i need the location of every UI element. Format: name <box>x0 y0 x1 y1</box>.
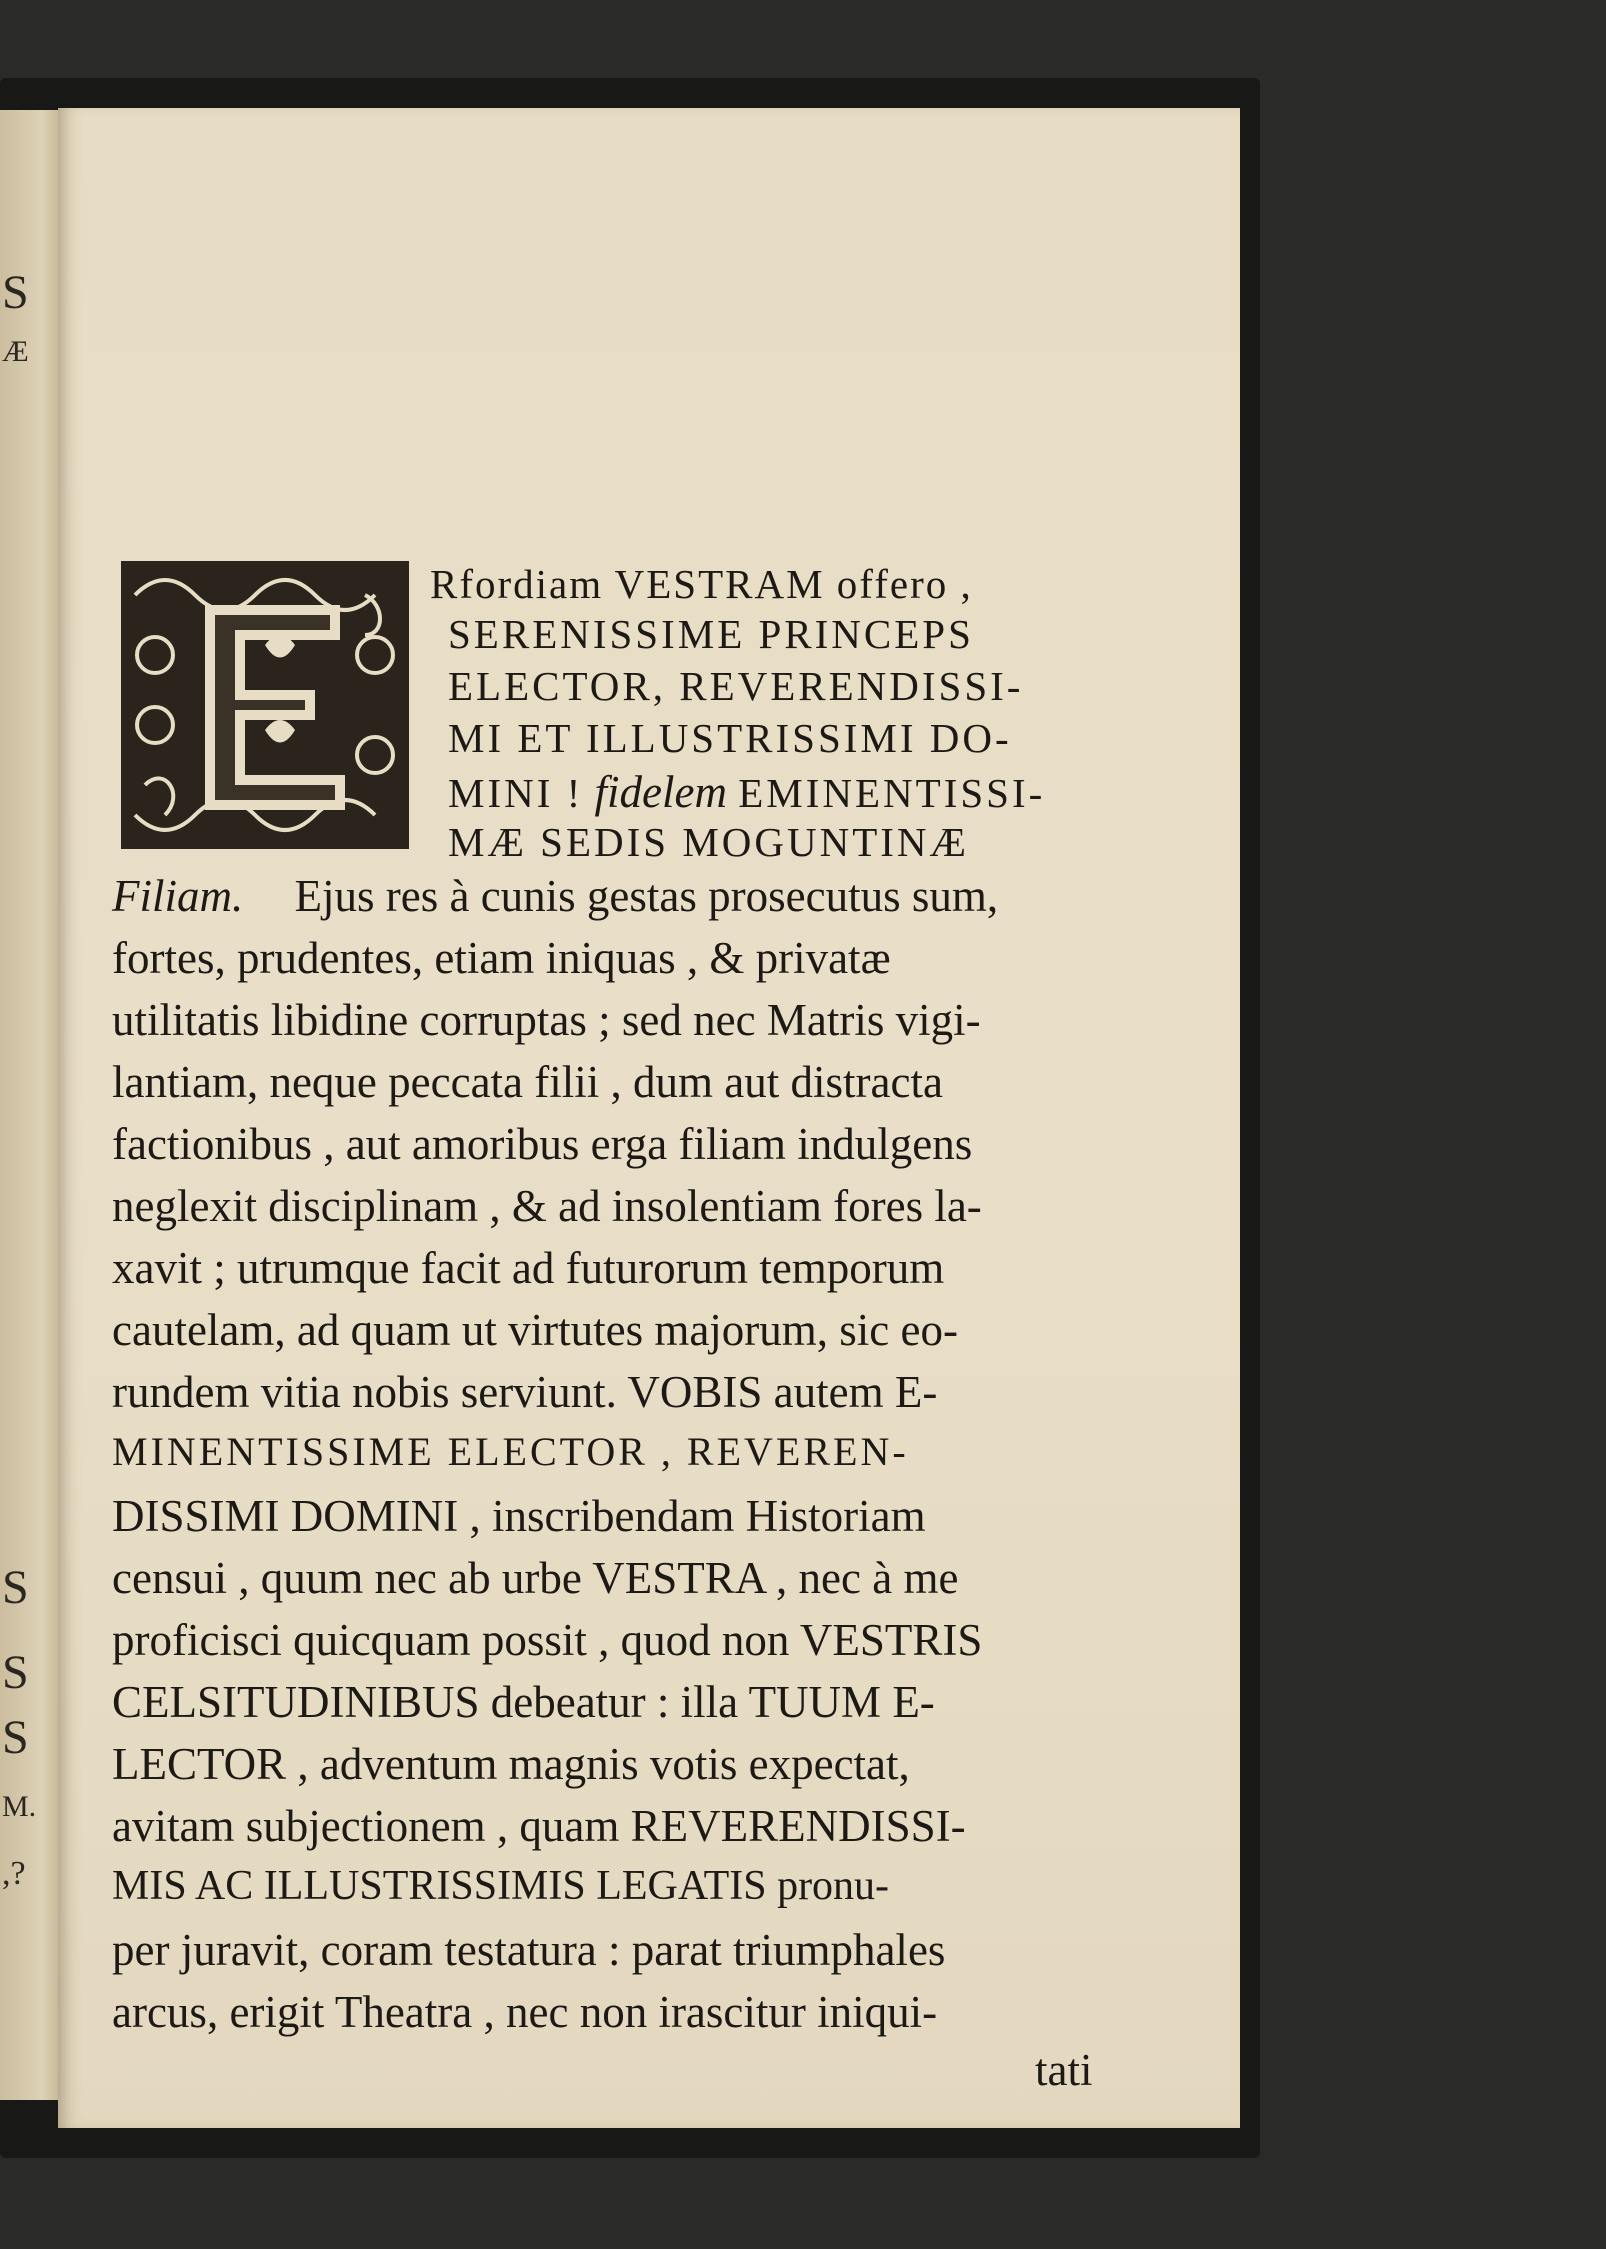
text-line: avitam subjectionem , quam REVERENDISSI- <box>112 1801 966 1851</box>
text-span: EMINENTISSI- <box>738 770 1046 816</box>
text-line: neglexit disciplinam , & ad insolentiam fores la- <box>112 1181 982 1231</box>
text-line: fortes, prudentes, etiam iniquas , & privatæ <box>112 933 891 983</box>
italic-word: Filiam. <box>112 871 244 921</box>
left-page-fragment: Æ <box>2 335 29 368</box>
left-page-fragment: ,? <box>2 1855 26 1892</box>
text-span: MINI ! <box>448 770 584 816</box>
decorated-initial-E-icon <box>115 555 415 855</box>
text-line: factionibus , aut amoribus erga filiam indulgens <box>112 1119 973 1169</box>
text-line: DISSIMI DOMINI , inscribendam Historiam <box>112 1491 926 1541</box>
text-line: utilitatis libidine corruptas ; sed nec Matris vigi- <box>112 995 981 1045</box>
text-line: LECTOR , adventum magnis votis expectat, <box>112 1739 910 1789</box>
left-page-fragment: S <box>2 1561 29 1614</box>
text-line: censui , quum nec ab urbe VESTRA , nec à me <box>112 1553 959 1603</box>
text-line: MÆ SEDIS MOGUNTINÆ <box>448 819 969 865</box>
text-line: CELSITUDINIBUS debeatur : illa TUUM E- <box>112 1677 935 1727</box>
text-span: Ejus res à cunis gestas prosecutus sum, <box>294 871 999 921</box>
text-line: MINENTISSIME ELECTOR , REVEREN- <box>112 1429 909 1474</box>
left-page-fragment: S <box>2 1646 29 1699</box>
left-page-fragment: S <box>2 1711 29 1764</box>
catchword: tati <box>1035 2045 1093 2095</box>
text-line: proficisci quicquam possit , quod non VESTRIS <box>112 1615 983 1665</box>
text-line: xavit ; utrumque facit ad futurorum temporum <box>112 1243 945 1293</box>
text-line: MI ET ILLUSTRISSIMI DO- <box>448 715 1012 761</box>
text-line: lantiam, neque peccata filii , dum aut distracta <box>112 1057 943 1107</box>
left-page-fragment: M. <box>2 1790 37 1823</box>
text-line: rundem vitia nobis serviunt. VOBIS autem E- <box>112 1367 938 1417</box>
text-line: SERENISSIME PRINCEPS <box>448 611 974 657</box>
text-line: arcus, erigit Theatra , nec non irascitur iniqui- <box>112 1987 938 2037</box>
text-line <box>112 870 998 922</box>
text-line: per juravit, coram testatura : parat triumphales <box>112 1925 946 1975</box>
italic-word: fidelem <box>594 767 727 817</box>
left-page-fragment: S <box>2 266 29 319</box>
text-line: ELECTOR, REVERENDISSI- <box>448 663 1024 709</box>
text-line <box>448 766 1045 818</box>
text-line: cautelam, ad quam ut virtutes majorum, sic eo- <box>112 1305 958 1355</box>
text-line: Rfordiam VESTRAM offero , <box>430 561 973 607</box>
text-line: MIS AC ILLUSTRISSIMIS LEGATIS pronu- <box>112 1863 890 1909</box>
